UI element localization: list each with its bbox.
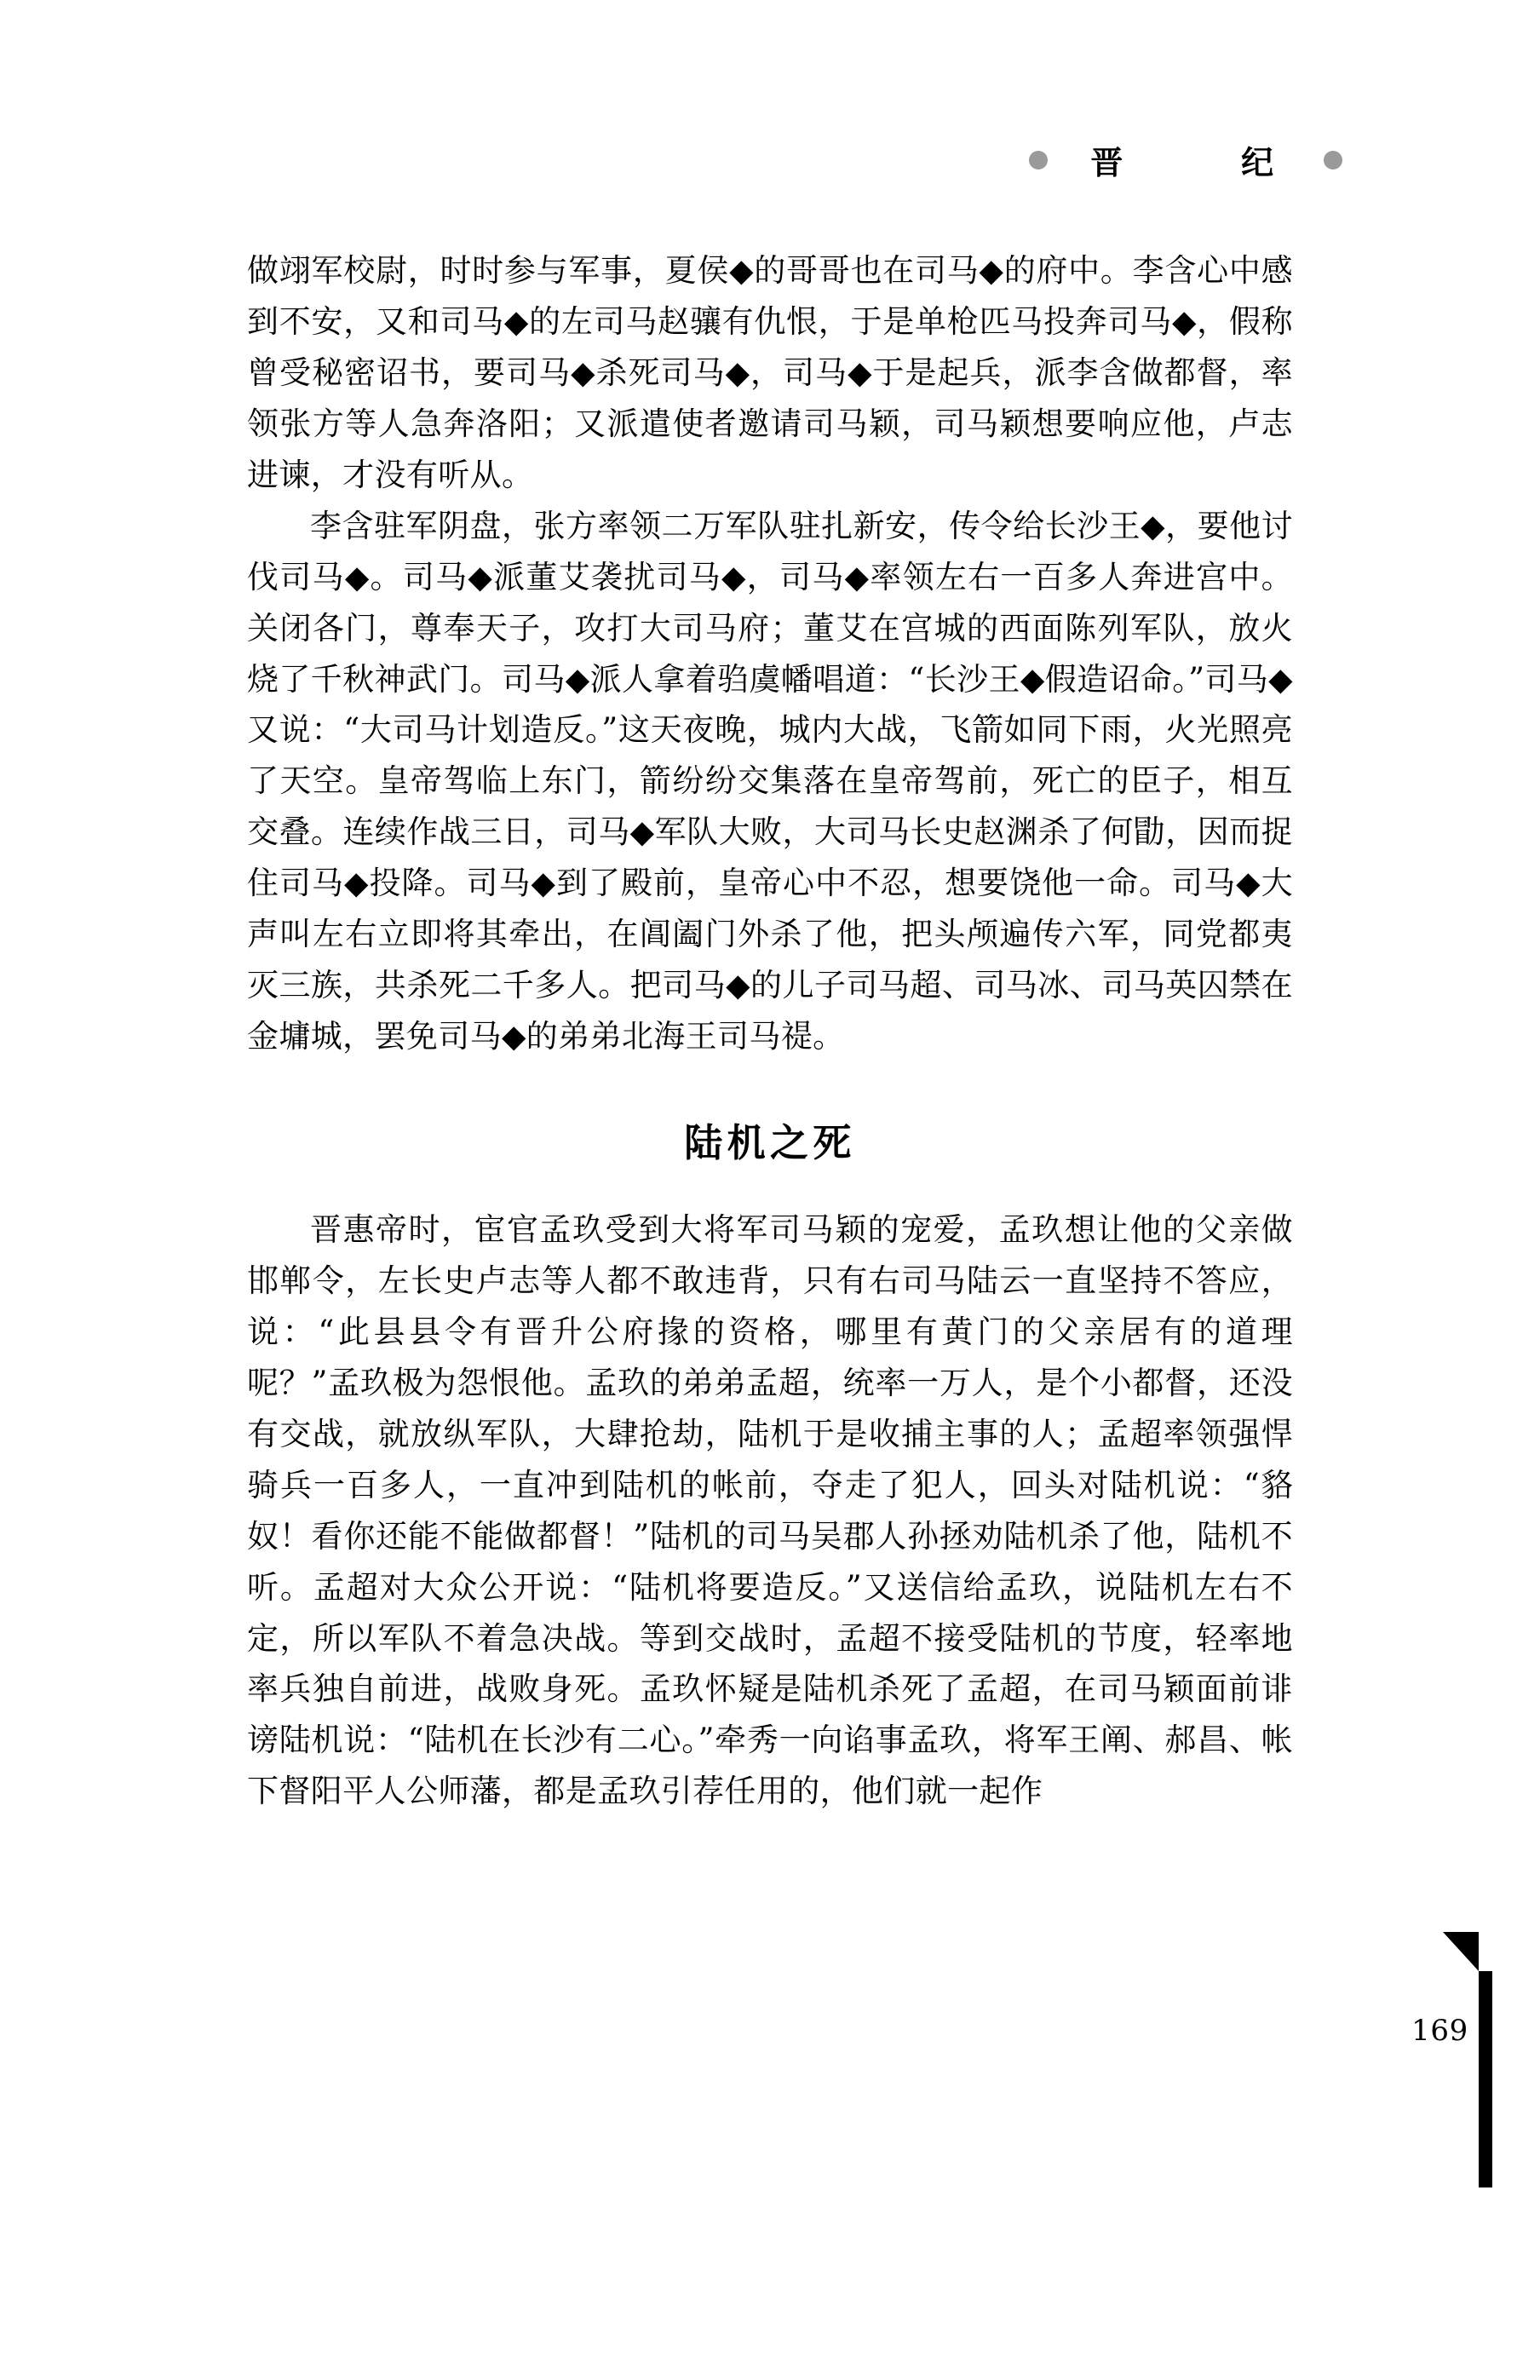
body-paragraph-1: 做翊军校尉，时时参与军事，夏侯◆的哥哥也在司马◆的府中。李含心中感到不安，又和司马◆的左司马赵骧有仇恨，于是单枪匹马投奔司马◆，假称曾受秘密诏书，要司马◆杀死司马◆，司马◆于是起兵，派李含做都督，率领张方等人急奔洛阳；又派遣使者邀请司马颖，司马颖想要响应他，卢志进谏，才没有听从。 <box>247 252 1293 493</box>
section-title: 陆机之死 <box>684 1120 856 1165</box>
corner-triangle-icon <box>1443 1932 1479 1971</box>
section-paragraph-1: 晋惠帝时，宦官孟玖受到大将军司马颖的宠爱，孟玖想让他的父亲做邯郸令，左长史卢志等人都不敢违背，只有右司马陆云一直坚持不答应，说：“此县县令有晋升公府掾的资格，哪里有黄门的父亲居有的道理呢？”孟玖极为怨恨他。孟玖的弟弟孟超，统率一万人，是个小都督，还没有交战，就放纵军队，大肆抢劫，陆机于是收捕主事的人；孟超率领强悍骑兵一百多人，一直冲到陆机的帐前，夺走了犯人，回头对陆机说：“貉奴！看你还能不能做都督！”陆机的司马吴郡人孙拯劝陆机杀了他，陆机不听。孟超对大众公开说：“陆机将要造反。”又送信给孟玖，说陆机左右不定，所以军队不着急决战。等到交战时，孟超不接受陆机的节度，轻率地率兵独自前进，战败身死。孟玖怀疑是陆机杀死了孟超，在司马颖面前诽谤陆机说：“陆机在长沙有二心。”牵秀一向谄事孟玖，将军王阐、郝昌、帐下督阳平人公师藩，都是孟玖引荐任用的，他们就一起作 <box>247 1211 1293 1810</box>
page-corner-marker <box>1404 1932 1540 2187</box>
corner-bar-icon <box>1479 1971 1492 2187</box>
header-title: 晋 纪 <box>1090 143 1291 181</box>
body-paragraph-2: 李含驻军阴盘，张方率领二万军队驻扎新安，传令给长沙王◆，要他讨伐司马◆。司马◆派董艾袭扰司马◆，司马◆率领左右一百多人奔进宫中。关闭各门，尊奉天子，攻打大司马府；董艾在宫城的西面陈列军队，放火烧了千秋神武门。司马◆派人拿着驺虞幡唱道：“长沙王◆假造诏命。”司马◆又说：“大司马计划造反。”这天夜晚，城内大战，飞箭如同下雨，火光照亮了天空。皇帝驾临上东门，箭纷纷交集落在皇帝驾前，死亡的臣子，相互交叠。连续作战三日，司马◆军队大败，大司马长史赵渊杀了何勖，因而捉住司马◆投降。司马◆到了殿前，皇帝心中不忍，想要饶他一命。司马◆大声叫左右立即将其牵出，在阊阖门外杀了他，把头颅遍传六军，同党都夷灭三族，共杀死二千多人。把司马◆的儿子司马超、司马冰、司马英囚禁在金墉城，罢免司马◆的弟弟北海王司马禔。 <box>247 507 1293 1055</box>
bullet-dot-icon <box>1029 151 1048 170</box>
page-content <box>247 245 1293 1817</box>
bullet-dot-icon <box>1324 151 1342 170</box>
page-header <box>1029 136 1342 183</box>
page-number: 169 <box>1411 2014 1468 2048</box>
